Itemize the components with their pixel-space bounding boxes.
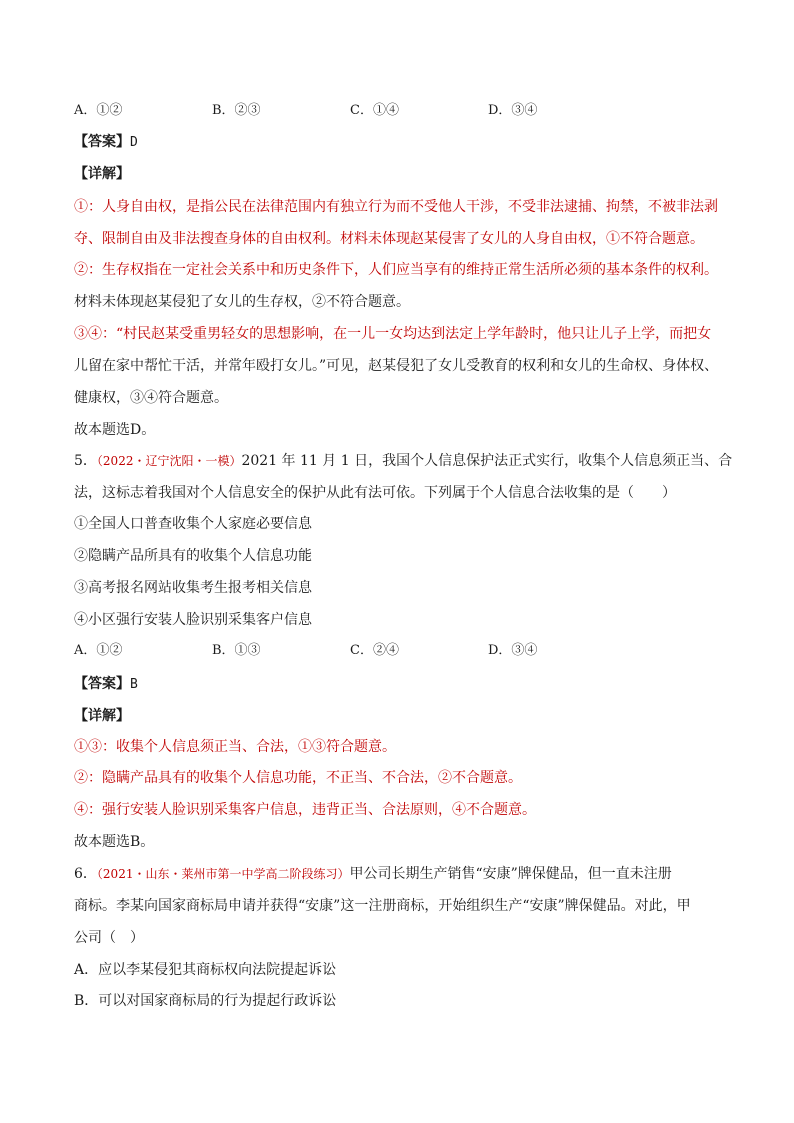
q4-explanation-line: ①：人身自由权，是指公民在法律范围内有独立行为而不受他人干涉，不受非法逮捕、拘禁，不被非法剥 (74, 199, 718, 215)
q5-item: ①全国人口普查收集个人家庭必要信息 (74, 516, 312, 532)
q4-explanation-line: 夺、限制自由及非法搜查身体的自由权利。材料未体现赵某侵害了女儿的人身自由权，①不符合题意。 (74, 231, 704, 247)
q5-stem (74, 451, 732, 471)
q6-stem-continued: 商标。李某向国家商标局申请并获得“安康”这一注册商标，开始组织生产“安康”牌保健品。对此，甲 (74, 898, 691, 914)
q4-option-d: D．③④ (488, 103, 538, 118)
question-number: 5． (74, 453, 97, 469)
q4-explanation-line: ③④：“村民赵某受重男轻女的思想影响，在一儿一女均达到法定上学年龄时，他只让儿子上学，而把女 (74, 326, 712, 342)
q5-option-c: C．②④ (350, 643, 399, 658)
q5-option-a: A．①② (74, 643, 123, 658)
q5-item: ②隐瞒产品所具有的收集个人信息功能 (74, 548, 312, 564)
q5-item: ③高考报名网站收集考生报考相关信息 (74, 580, 312, 596)
question-source: （2021・山东・莱州市第一中学高二阶段练习） (96, 867, 350, 881)
q6-option-b: B．可以对国家商标局的行为提起行政诉讼 (74, 993, 337, 1009)
q5-option-d: D．③④ (488, 643, 538, 658)
q5-conclusion: 故本题选B。 (74, 834, 155, 850)
q6-option-a: A．应以李某侵犯其商标权向法院提起诉讼 (74, 962, 337, 978)
q5-answer (74, 674, 138, 695)
q5-explanation-line: ②：隐瞒产品具有的收集个人信息功能，不正当、不合法，②不合题意。 (74, 770, 522, 786)
answer-value: D (130, 135, 138, 150)
answer-value: B (130, 677, 138, 692)
q4-conclusion: 故本题选D。 (74, 422, 156, 438)
question-number: 6． (74, 866, 97, 882)
q5-explanation-line: ④：强行安装人脸识别采集客户信息，违背正当、合法原则，④不合题意。 (74, 802, 536, 818)
q5-detail-label: 【详解】 (74, 708, 130, 724)
q4-explanation-line: ②：生存权指在一定社会关系中和历史条件下，人们应当享有的维持正常生活所必须的基本条件的权利。 (74, 262, 718, 278)
answer-label: 【答案】 (74, 676, 130, 692)
q5-item: ④小区强行安装人脸识别采集客户信息 (74, 612, 312, 628)
q4-explanation-line: 健康权，③④符合题意。 (74, 390, 228, 406)
q5-explanation-line: ①③：收集个人信息须正当、合法，①③符合题意。 (74, 739, 396, 755)
q6-stem (74, 864, 672, 884)
q4-option-a: A．①② (74, 103, 123, 118)
q5-option-b: B．①③ (212, 643, 261, 658)
q4-explanation-line: 材料未体现赵某侵犯了女儿的生存权，②不符合题意。 (74, 294, 410, 310)
question-stem: 甲公司长期生产销售“安康”牌保健品，但一直未注册 (349, 866, 672, 882)
q4-detail-label: 【详解】 (74, 166, 130, 182)
q5-stem-continued: 法，这标志着我国对个人信息安全的保护从此有法可依。下列属于个人信息合法收集的是（ ） (74, 485, 676, 501)
q6-stem-continued: 公司（ ） (74, 930, 144, 946)
q4-answer (74, 132, 138, 153)
q4-option-c: C．①④ (350, 103, 399, 118)
question-stem: 2021 年 11 月 1 日，我国个人信息保护法正式实行，收集个人信息须正当、合 (241, 453, 733, 469)
question-source: （2022・辽宁沈阳・一模） (96, 454, 242, 468)
q4-explanation-line: 儿留在家中帮忙干活，并常年殴打女儿。”可见，赵某侵犯了女儿受教育的权利和女儿的生命权、身体权、 (74, 358, 719, 374)
answer-label: 【答案】 (74, 134, 130, 150)
q4-option-b: B．②③ (212, 103, 261, 118)
